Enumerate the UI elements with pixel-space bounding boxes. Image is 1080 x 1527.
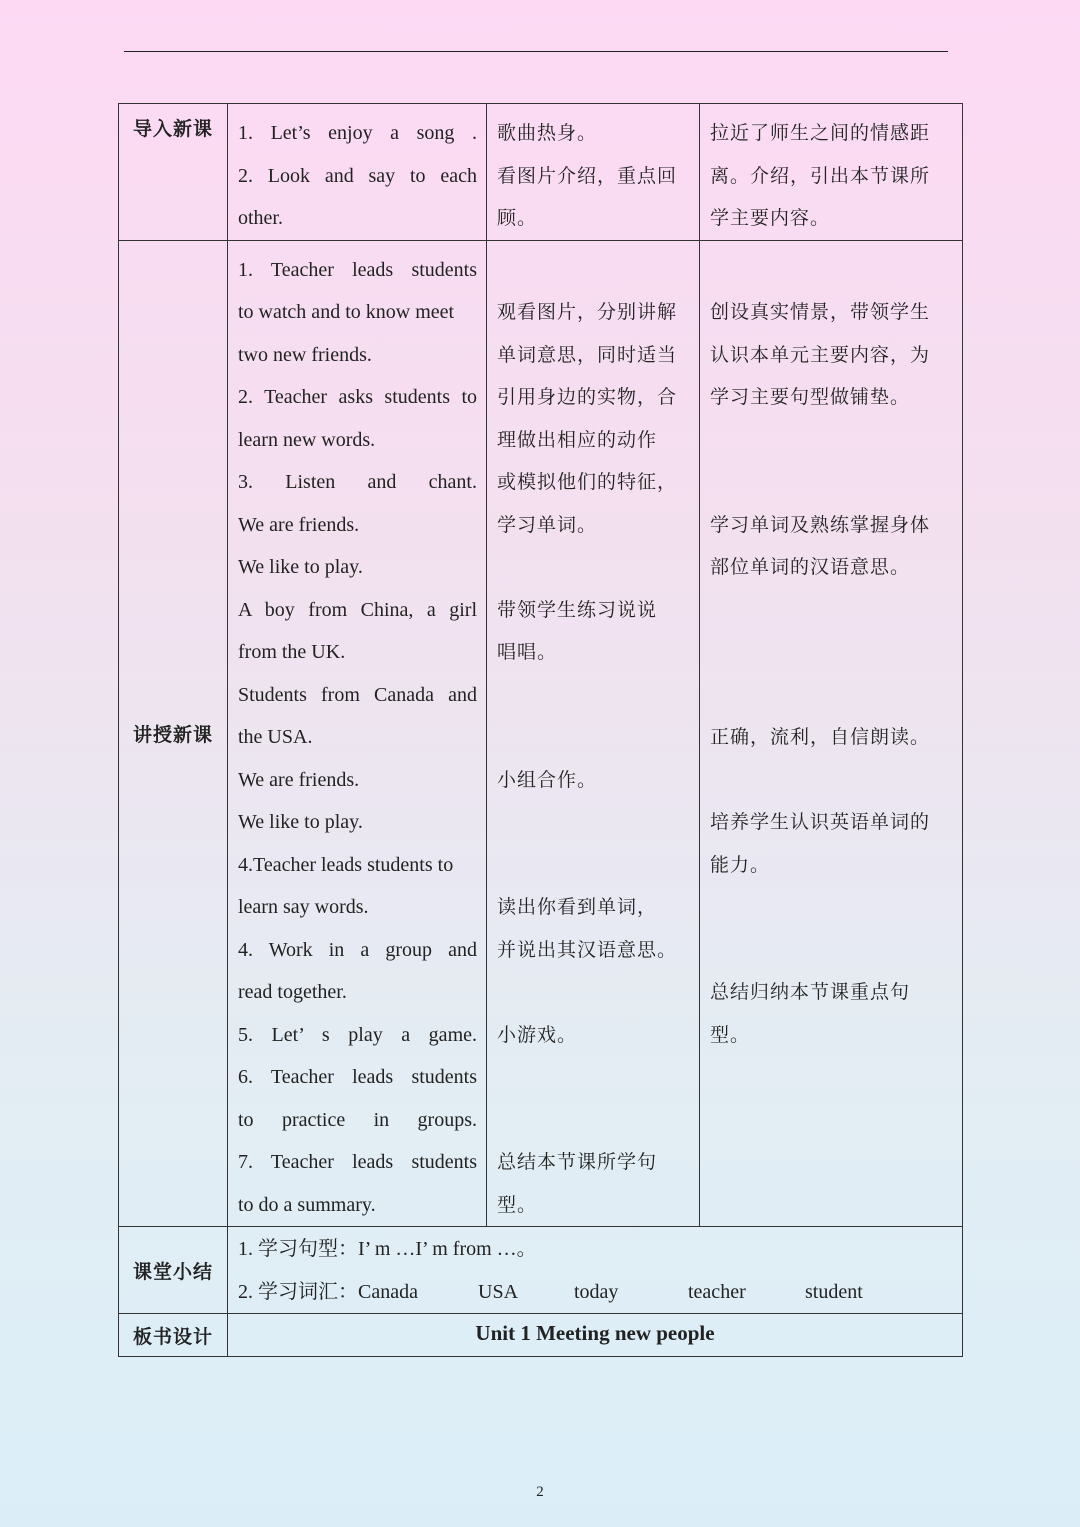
text-line: 学习单词。 xyxy=(497,513,598,536)
summary-row xyxy=(119,1227,963,1314)
stage-board: 板书设计 xyxy=(119,1314,228,1357)
text-line: 总结归纳本节课重点句 xyxy=(710,981,911,1003)
text-line xyxy=(710,1184,953,1227)
summary-vocab-prefix: 2. 学习词汇： xyxy=(238,1280,358,1303)
text-line xyxy=(497,674,690,717)
board-row xyxy=(119,1314,963,1357)
board-title: Unit 1 Meeting new people xyxy=(228,1314,963,1357)
text-line: 2. Look and say to each xyxy=(238,164,477,187)
stage-intro: 导入新课 xyxy=(119,104,228,241)
text-line: 并说出其汉语意思。 xyxy=(497,938,678,961)
text-line: 1. Teacher leads students xyxy=(238,258,477,281)
text-line: 观看图片，分别讲解 xyxy=(497,301,678,323)
text-line: 唱唱。 xyxy=(497,641,558,663)
text-line xyxy=(710,589,953,632)
text-line xyxy=(710,249,953,292)
text-line xyxy=(497,801,690,844)
text-line: We are friends. xyxy=(238,513,360,536)
intro-purposes xyxy=(700,104,963,241)
text-line xyxy=(710,929,953,972)
text-line: 小游戏。 xyxy=(497,1023,578,1046)
intro-methods xyxy=(487,104,700,241)
text-line xyxy=(710,461,953,504)
text-line xyxy=(497,971,690,1014)
text-line: read together. xyxy=(238,981,347,1003)
text-line: 学主要内容。 xyxy=(710,207,831,229)
text-line xyxy=(710,1141,953,1184)
text-line: 2. Teacher asks students to xyxy=(238,386,477,408)
text-line: We like to play. xyxy=(238,556,363,578)
text-line: We are friends. xyxy=(238,768,360,791)
text-line: 读出你看到单词， xyxy=(497,896,658,918)
text-line: 小组合作。 xyxy=(497,768,598,791)
text-line: 顾。 xyxy=(497,207,538,229)
text-line: 学习主要句型做铺垫。 xyxy=(710,386,911,408)
text-line: 或模拟他们的特征， xyxy=(497,471,678,493)
page-number: 2 xyxy=(536,1484,544,1500)
text-line: 3. Listen and chant. xyxy=(238,471,477,493)
new-lesson-activities xyxy=(228,240,487,1227)
summary-line-2 xyxy=(238,1271,953,1314)
text-line: 1. Let’s enjoy a song . xyxy=(238,122,477,144)
new-lesson-row xyxy=(119,240,963,1227)
text-line: 5. Let’ s play a game. xyxy=(238,1023,477,1046)
lesson-plan-table xyxy=(118,103,963,1357)
text-line: 创设真实情景，带领学生 xyxy=(710,301,931,323)
text-line: learn say words. xyxy=(238,896,369,918)
vocab-word: student xyxy=(805,1280,863,1303)
text-line: 学习单词及熟练掌握身体 xyxy=(710,513,931,536)
text-line xyxy=(710,1099,953,1142)
text-line xyxy=(710,674,953,717)
text-line: 能力。 xyxy=(710,853,771,876)
text-line: 7. Teacher leads students xyxy=(238,1151,477,1173)
text-line: 单词意思，同时适当 xyxy=(497,343,678,366)
vocab-word: today xyxy=(574,1280,619,1303)
text-line: 型。 xyxy=(710,1023,751,1046)
text-line: 理做出相应的动作 xyxy=(497,428,658,451)
text-line xyxy=(710,759,953,802)
text-line: other. xyxy=(238,207,283,229)
stage-summary: 课堂小结 xyxy=(119,1227,228,1314)
new-lesson-methods xyxy=(487,240,700,1227)
vocab-word: USA xyxy=(478,1280,519,1303)
text-line: 部位单词的汉语意思。 xyxy=(710,556,911,578)
text-line: 4. Work in a group and xyxy=(238,938,477,961)
text-line: 正确，流利，自信朗读。 xyxy=(710,726,931,748)
text-line: 6. Teacher leads students xyxy=(238,1066,477,1088)
text-line: 型。 xyxy=(497,1193,538,1216)
text-line: 歌曲热身。 xyxy=(497,122,598,144)
text-line: to do a summary. xyxy=(238,1193,376,1216)
text-line xyxy=(710,631,953,674)
intro-row xyxy=(119,104,963,241)
text-line: We like to play. xyxy=(238,811,363,833)
text-line xyxy=(497,716,690,759)
text-line: learn new words. xyxy=(238,428,376,451)
stage-new-lesson: 讲授新课 xyxy=(119,240,228,1227)
text-line: 带领学生练习说说 xyxy=(497,598,658,621)
text-line: 认识本单元主要内容，为 xyxy=(710,343,931,366)
text-line xyxy=(497,844,690,887)
intro-activities xyxy=(228,104,487,241)
vocab-word: teacher xyxy=(688,1280,746,1303)
text-line: the USA. xyxy=(238,726,313,748)
text-line: 看图片介绍，重点回 xyxy=(497,164,678,187)
text-line xyxy=(710,1056,953,1099)
text-line xyxy=(710,886,953,929)
text-line: 总结本节课所学句 xyxy=(497,1151,658,1173)
text-line: 引用身边的实物，合 xyxy=(497,386,678,408)
text-line: to practice in groups. xyxy=(238,1108,477,1131)
text-line: to watch and to know meet xyxy=(238,301,455,323)
vocab-word: Canada xyxy=(358,1280,418,1303)
text-line: 拉近了师生之间的情感距 xyxy=(710,122,931,144)
text-line xyxy=(497,1056,690,1099)
text-line xyxy=(497,546,690,589)
text-line: two new friends. xyxy=(238,343,372,366)
text-line: 培养学生认识英语单词的 xyxy=(710,811,931,833)
text-line: 4.Teacher leads students to xyxy=(238,853,454,876)
summary-content xyxy=(228,1227,963,1314)
text-line xyxy=(710,419,953,462)
text-line xyxy=(497,249,690,292)
text-line: Students from Canada and xyxy=(238,683,477,706)
summary-line-1: 1. 学习句型：I’ m …I’ m from …。 xyxy=(238,1238,537,1260)
header-rule xyxy=(124,51,948,52)
text-line: A boy from China, a girl xyxy=(238,598,477,621)
new-lesson-purposes xyxy=(700,240,963,1227)
text-line: 离。介绍，引出本节课所 xyxy=(710,164,931,187)
text-line: from the UK. xyxy=(238,641,346,663)
text-line xyxy=(497,1099,690,1142)
